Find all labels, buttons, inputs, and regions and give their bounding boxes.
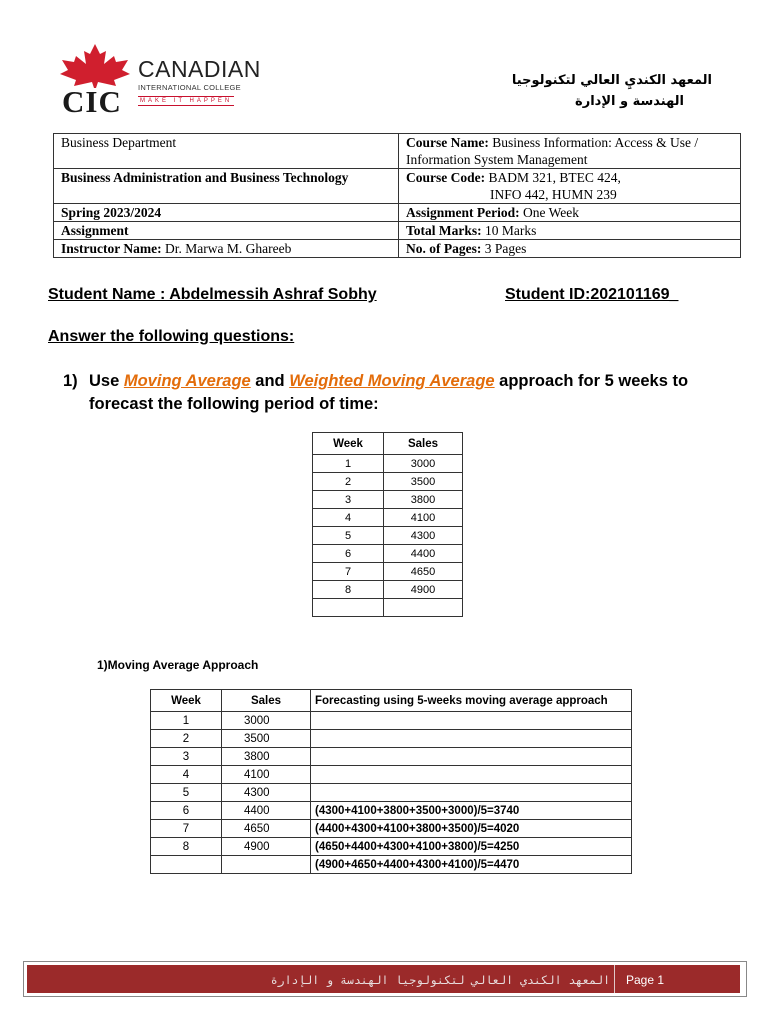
table-row [313, 509, 463, 527]
course-code-value-2: INFO 442, HUMN 239 [490, 187, 617, 202]
course-code-label: Course Code: [406, 170, 486, 185]
sales-cell: 3800 [384, 491, 463, 509]
ma-week-cell: 7 [151, 820, 222, 838]
ma-week-cell: 8 [151, 838, 222, 856]
student-name: Student Name : Abdelmessih Ashraf Sobhy [48, 286, 377, 303]
ma-week-cell [151, 856, 222, 874]
period-cell [399, 204, 741, 222]
footer-divider [614, 965, 615, 993]
table-row [313, 545, 463, 563]
logo-cic-text: CIC [62, 84, 122, 119]
ma-week-cell: 1 [151, 712, 222, 730]
course-name-label: Course Name: [406, 135, 489, 150]
ma-week-cell: 4 [151, 766, 222, 784]
week-cell: 6 [313, 545, 384, 563]
marks-value: 10 Marks [481, 223, 537, 238]
week-cell [313, 599, 384, 617]
term-cell: Spring 2023/2024 [54, 204, 399, 222]
course-info-table [53, 133, 741, 258]
week-cell: 5 [313, 527, 384, 545]
arabic-institution-name [512, 70, 712, 112]
sales-cell: 3000 [384, 455, 463, 473]
sales-cell: 4900 [384, 581, 463, 599]
table-row [313, 599, 463, 617]
table-row [151, 820, 632, 838]
ma-sales-cell: 3800 [222, 748, 311, 766]
table-row [313, 455, 463, 473]
weighted-moving-average-term: Weighted Moving Average [289, 372, 495, 390]
logo-tagline: MAKE IT HAPPEN [140, 98, 233, 104]
ma-forecast-cell: (4400+4300+4100+3800+3500)/5=4020 [311, 820, 632, 838]
ma-week-header: Week [151, 690, 222, 712]
footer-arabic-text: المعهد الكندي العالي لتكنولوجيا الهندسة و الإدارة [270, 973, 610, 987]
logo-canadian-text: CANADIAN [138, 56, 261, 82]
pages-value: 3 Pages [481, 241, 527, 256]
table-row [151, 802, 632, 820]
marks-cell [399, 222, 741, 240]
ma-forecast-cell: (4650+4400+4300+4100+3800)/5=4250 [311, 838, 632, 856]
week-cell: 7 [313, 563, 384, 581]
table-row [313, 527, 463, 545]
sales-cell: 4400 [384, 545, 463, 563]
ma-forecast-cell: (4900+4650+4400+4300+4100)/5=4470 [311, 856, 632, 874]
ma-sales-cell: 4650 [222, 820, 311, 838]
department-cell: Business Department [54, 134, 399, 169]
table-row [313, 581, 463, 599]
moving-average-table [150, 689, 632, 874]
course-name-cell [399, 134, 741, 169]
arabic-line-2: الهندسة و الإدارة [575, 94, 684, 109]
assignment-cell: Assignment [54, 222, 399, 240]
sales-cell: 4650 [384, 563, 463, 581]
table-row [151, 712, 632, 730]
ma-week-cell: 3 [151, 748, 222, 766]
week-cell: 1 [313, 455, 384, 473]
sales-cell [384, 599, 463, 617]
ma-sales-cell: 4900 [222, 838, 311, 856]
ma-forecast-cell [311, 712, 632, 730]
week-cell: 8 [313, 581, 384, 599]
ma-forecast-cell [311, 766, 632, 784]
course-code-value-1: BADM 321, BTEC 424, [485, 170, 621, 185]
college-logo [58, 44, 268, 119]
ma-forecast-cell [311, 748, 632, 766]
moving-average-heading: 1)Moving Average Approach [97, 658, 259, 672]
sales-cell: 4300 [384, 527, 463, 545]
page-footer [23, 961, 747, 997]
ma-forecast-cell [311, 730, 632, 748]
arabic-line-1: المعهد الكنديِ العالي لتكنولوجيا [511, 73, 712, 88]
ma-sales-cell: 3000 [222, 712, 311, 730]
period-value: One Week [519, 205, 580, 220]
ma-sales-header: Sales [222, 690, 311, 712]
student-id: Student ID:202101169_ [505, 286, 679, 303]
instructor-value: Dr. Marwa M. Ghareeb [161, 241, 292, 256]
question-text-pre: Use [89, 372, 124, 390]
week-sales-table [312, 432, 463, 617]
period-label: Assignment Period: [406, 205, 520, 220]
week-header: Week [313, 433, 384, 455]
course-name-value: Business Information: Access & Use / Information System Management [406, 135, 699, 167]
table-row [313, 491, 463, 509]
instructor-cell [54, 240, 399, 258]
question-text-post: approach for 5 weeks to forecast the following period of time: [89, 372, 689, 413]
week-cell: 2 [313, 473, 384, 491]
footer-bar [27, 965, 740, 993]
question-text-mid: and [250, 372, 290, 390]
table-row [313, 563, 463, 581]
question-text [89, 370, 729, 416]
table-row [151, 766, 632, 784]
table-row [313, 473, 463, 491]
ma-week-cell: 6 [151, 802, 222, 820]
pages-cell [399, 240, 741, 258]
ma-week-cell: 5 [151, 784, 222, 802]
sales-cell: 3500 [384, 473, 463, 491]
table-row [151, 730, 632, 748]
ma-sales-cell: 4100 [222, 766, 311, 784]
ma-sales-cell [222, 856, 311, 874]
maple-leaf-icon [58, 44, 132, 88]
logo-college-text: INTERNATIONAL COLLEGE [138, 83, 241, 92]
course-code-cell [399, 169, 741, 204]
ma-sales-cell: 4400 [222, 802, 311, 820]
sales-cell: 4100 [384, 509, 463, 527]
ma-week-cell: 2 [151, 730, 222, 748]
ma-forecast-cell: (4300+4100+3800+3500+3000)/5=3740 [311, 802, 632, 820]
question-number: 1) [63, 372, 78, 390]
page-number: Page 1 [626, 973, 665, 987]
moving-average-term: Moving Average [123, 372, 251, 390]
ma-sales-cell: 3500 [222, 730, 311, 748]
program-cell: Business Administration and Business Technology [54, 169, 399, 204]
table-row [151, 856, 632, 874]
week-cell: 4 [313, 509, 384, 527]
ma-forecast-header: Forecasting using 5-weeks moving average approach [311, 690, 632, 712]
answer-heading: Answer the following questions: [48, 328, 295, 345]
sales-header: Sales [384, 433, 463, 455]
marks-label: Total Marks: [406, 223, 482, 238]
table-row [151, 748, 632, 766]
pages-label: No. of Pages: [406, 241, 482, 256]
table-row [151, 838, 632, 856]
week-cell: 3 [313, 491, 384, 509]
table-row [151, 784, 632, 802]
instructor-label: Instructor Name: [61, 241, 162, 256]
ma-forecast-cell [311, 784, 632, 802]
ma-sales-cell: 4300 [222, 784, 311, 802]
